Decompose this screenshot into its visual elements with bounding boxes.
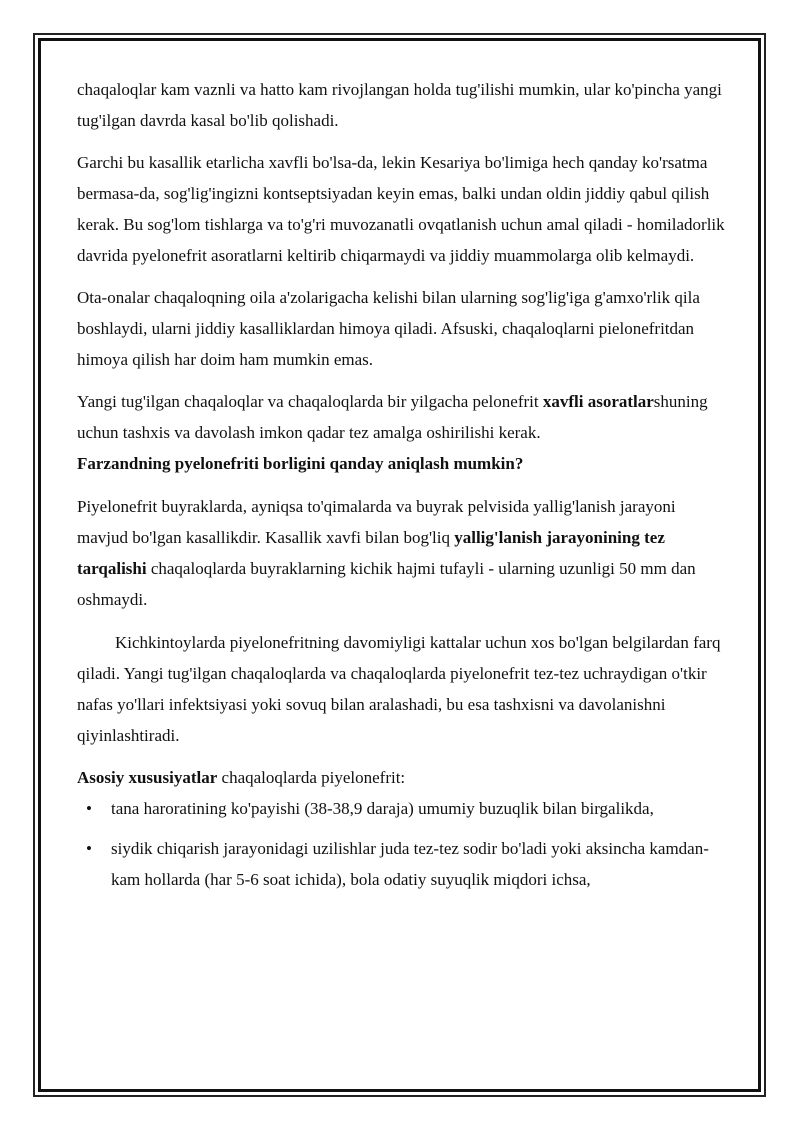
paragraph-5 (77, 491, 729, 615)
paragraph-4-bold: xavfli asoratlar (542, 392, 654, 411)
list-item (77, 833, 729, 895)
list-item (77, 793, 729, 824)
paragraph-5-bold: yallig'lanish jarayonining tez tarqalishi (77, 528, 665, 578)
paragraph-4-text-end: shuning uchun tashxis va davolash imkon qadar tez amalga oshirilishi kerak. (77, 392, 708, 442)
paragraph-5-text-end: chaqaloqlarda buyraklarning kichik hajmi tufayli - ularning uzunligi 50 mm dan oshmaydi. (77, 559, 696, 609)
paragraph-1: chaqaloqlar kam vaznli va hatto kam rivojlangan holda tug'ilishi mumkin, ular ko'pincha yangi tug'ilgan davrda kasal bo'lib qolishadi. (77, 80, 722, 130)
paragraph-5-text: Piyelonefrit buyraklarda, ayniqsa to'qimalarda va buyrak pelvisida yallig'lanish jarayoni mavjud bo'lgan kasallikdir. Kasallik xavfi bilan bog'liq (77, 497, 676, 547)
paragraph-7-text: chaqaloqlarda piyelonefrit: (217, 768, 406, 787)
document-body (77, 74, 729, 895)
paragraph-2: Garchi bu kasallik etarlicha xavfli bo'lsa-da, lekin Kesariya bo'limiga hech qanday ko'rsatma bermasa-da, sog'lig'ingizni kontseptsiyadan keyin emas, balki undan oldin jiddiy qabul qilish kerak. Bu sog'lom tishlarga va to'g'ri muvozanatli ovqatlanish uchun amal qiladi - homiladorlik davrida pyelonefrit asoratlarni keltirib chiqarmaydi va jiddiy muammolarga olib kelmaydi. (77, 153, 725, 265)
paragraph-6: Kichkintoylarda piyelonefritning davomiyligi kattalar uchun xos bo'lgan belgilardan farq qiladi. Yangi tug'ilgan chaqaloqlarda va chaqaloqlarda piyelonefrit tez-tez uchraydigan o'tkir nafas yo'llari infektsiyasi yoki sovuq bilan aralashadi, bu esa tashxisni va davolanishni qiyinlashtiradi. (77, 633, 721, 745)
paragraph-4-text: Yangi tug'ilgan chaqaloqlar va chaqaloqlarda bir yilgacha pelonefrit (77, 392, 543, 411)
bullet-icon: • (86, 799, 92, 818)
paragraph-7-bold: Asosiy xususiyatlar (77, 768, 218, 787)
paragraph-3: Ota-onalar chaqaloqning oila a'zolarigacha kelishi bilan ularning sog'lig'iga g'amxo'rlik qila boshlaydi, ularni jiddiy kasalliklardan himoya qiladi. Afsuski, chaqaloqlarni pielonefritdan himoya qilish har doim ham mumkin emas. (77, 288, 700, 369)
paragraph-7 (77, 762, 729, 793)
paragraph-4 (77, 386, 729, 448)
bullet-list (77, 793, 729, 895)
list-item-text: siydik chiqarish jarayonidagi uzilishlar juda tez-tez sodir bo'ladi yoki aksincha kamdan-kam hollarda (har 5-6 soat ichida), bola odatiy suyuqlik miqdori ichsa, (111, 839, 709, 889)
bullet-icon: • (86, 839, 92, 858)
section-heading: Farzandning pyelonefriti borligini qanday aniqlash mumkin? (77, 454, 524, 473)
list-item-text: tana haroratining ko'payishi (38-38,9 daraja) umumiy buzuqlik bilan birgalikda, (111, 799, 654, 818)
